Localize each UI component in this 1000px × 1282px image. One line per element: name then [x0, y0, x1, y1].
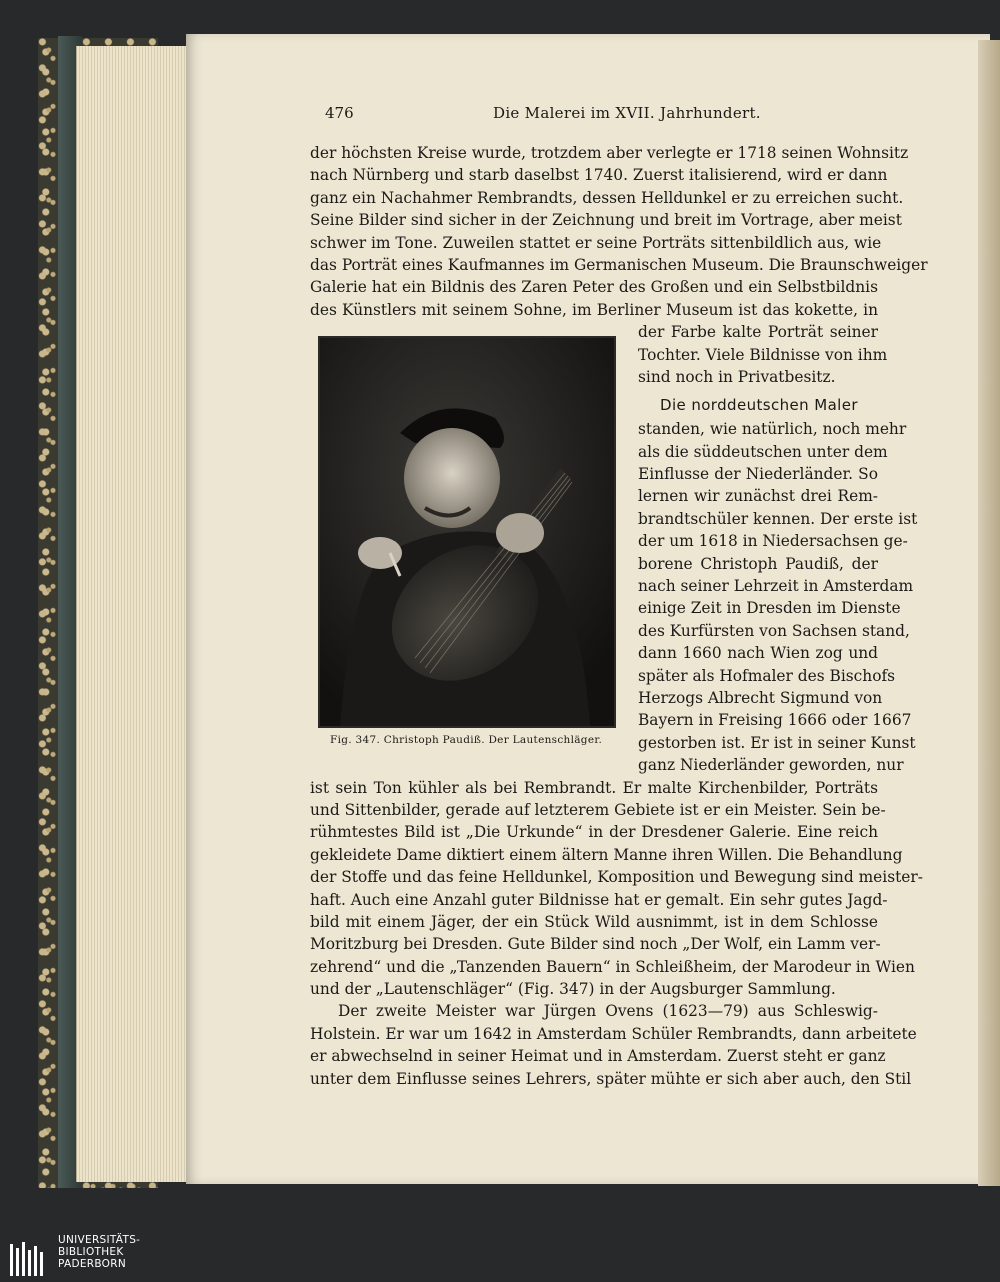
- text-line: des Künstlers mit seinem Sohne, im Berliner Museum ist das kokette, in: [310, 300, 878, 319]
- text-line: schwer im Tone. Zuweilen stattet er seine Porträts sittenbildlich aus, wie: [310, 233, 882, 252]
- text-line: als die süddeutschen unter dem: [638, 442, 888, 461]
- text-line: Moritzburg bei Dresden. Gute Bilder sind noch „Der Wolf, ein Lamm ver-: [310, 935, 881, 954]
- library-logo-text: [58, 1234, 140, 1270]
- text-line: Tochter. Viele Bildnisse von ihm: [638, 345, 888, 364]
- library-logo-icon: [8, 1238, 50, 1278]
- text-line: Galerie hat ein Bildnis des Zaren Peter des Großen und ein Selbstbildnis: [310, 278, 878, 297]
- figure-caption: Fig. 347. Christoph Paudiß. Der Lautenschläger.: [330, 734, 603, 746]
- text-line: nach Nürnberg und starb daselbst 1740. Zuerst italisierend, wird er dann: [310, 166, 888, 185]
- text-line: ist sein Ton kühler als bei Rembrandt. Er malte Kirchenbilder, Porträts: [310, 778, 878, 797]
- text-line: und der „Lautenschläger“ (Fig. 347) in der Augsburger Sammlung.: [310, 980, 836, 999]
- section-heading: Die norddeutschen Maler: [660, 396, 858, 415]
- text-line: borene Christoph Paudiß, der: [638, 554, 878, 573]
- text-line: sind noch in Privatbesitz.: [638, 367, 836, 386]
- text-line: gestorben ist. Er ist in seiner Kunst: [638, 733, 916, 752]
- text-line: ganz ein Nachahmer Rembrandts, dessen Helldunkel er zu erreichen sucht.: [310, 188, 904, 207]
- text-line: er abwechselnd in seiner Heimat und in Amsterdam. Zuerst steht er ganz: [310, 1047, 886, 1066]
- text-line: haft. Auch eine Anzahl guter Bildnisse hat er gemalt. Ein sehr gutes Jagd-: [310, 890, 888, 909]
- text-line: bild mit einem Jäger, der ein Stück Wild ausnimmt, ist in dem Schlosse: [310, 912, 878, 931]
- page-right-edge: [978, 40, 1000, 1186]
- page-edges: [76, 46, 189, 1182]
- text-line: Holstein. Er war um 1642 in Amsterdam Schüler Rembrandts, dann arbeitete: [310, 1024, 917, 1043]
- text-line: rühmtestes Bild ist „Die Urkunde“ in der Dresdener Galerie. Eine reich: [310, 823, 878, 842]
- logo-line: PADERBORN: [58, 1258, 126, 1270]
- text-line: gekleidete Dame diktiert einem ältern Manne ihren Willen. Die Behandlung: [310, 845, 903, 864]
- text-line: zehrend“ und die „Tanzenden Bauern“ in Schleißheim, der Marodeur in Wien: [310, 957, 915, 976]
- text-line: der Farbe kalte Porträt seiner: [638, 323, 878, 342]
- text-line: unter dem Einflusse seines Lehrers, später mühte er sich aber auch, den Stil: [310, 1069, 912, 1088]
- text-line: später als Hofmaler des Bischofs: [638, 666, 896, 685]
- text-line: brandtschüler kennen. Der erste ist: [638, 509, 918, 528]
- text-line: Einflusse der Niederländer. So: [638, 465, 878, 484]
- text-line: und Sittenbilder, gerade auf letzterem Gebiete ist er ein Meister. Sein be-: [310, 800, 886, 819]
- running-head: [325, 104, 880, 128]
- text-line: dann 1660 nach Wien zog und: [638, 644, 878, 663]
- text-line: lernen wir zunächst drei Rem-: [638, 487, 878, 506]
- text-line: Der zweite Meister war Jürgen Ovens (1623—79) aus Schleswig-: [338, 1002, 878, 1021]
- text-line: das Porträt eines Kaufmannes im Germanischen Museum. Die Braunschweiger: [310, 255, 928, 274]
- text-line: des Kurfürsten von Sachsen stand,: [638, 621, 910, 640]
- text-line: Bayern in Freising 1666 oder 1667: [638, 711, 912, 730]
- page-number: 476: [325, 104, 354, 122]
- text-line: nach seiner Lehrzeit in Amsterdam: [638, 577, 914, 596]
- lute-player-painting: [320, 338, 614, 726]
- text-line: standen, wie natürlich, noch mehr: [638, 420, 907, 439]
- logo-line: BIBLIOTHEK: [58, 1246, 124, 1258]
- text-line: der höchsten Kreise wurde, trotzdem aber verlegte er 1718 seinen Wohnsitz: [310, 144, 909, 162]
- text-line: einige Zeit in Dresden im Dienste: [638, 599, 901, 618]
- logo-line: UNIVERSITÄTS-: [58, 1234, 141, 1246]
- running-title: Die Malerei im XVII. Jahrhundert.: [493, 104, 761, 122]
- text-line: der um 1618 in Niedersachsen ge-: [638, 532, 908, 551]
- text-line: der Stoffe und das feine Helldunkel, Komposition und Bewegung sind meister-: [310, 868, 923, 887]
- figure-lute-player: [318, 336, 616, 728]
- library-logo: [0, 1230, 200, 1282]
- text-line: Herzogs Albrecht Sigmund von: [638, 688, 883, 707]
- text-line: ganz Niederländer geworden, nur: [638, 756, 904, 775]
- text-line: Seine Bilder sind sicher in der Zeichnung und breit im Vortrage, aber meist: [310, 211, 902, 230]
